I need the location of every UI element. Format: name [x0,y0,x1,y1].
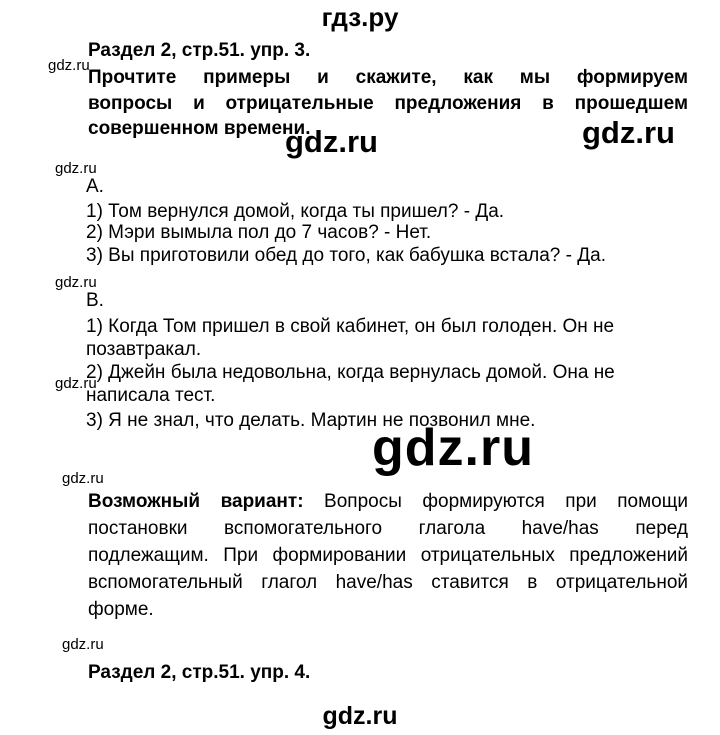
section-b-item-1: 1) Когда Том пришел в свой кабинет, он был голоден. Он не [86,316,615,337]
watermark-small: gdz.ru [48,57,90,74]
task-line-1: Прочтите примеры и скажите, как мы формируем [88,67,688,88]
section-a-item: 2) Мэри вымыла пол до 7 часов? - Нет. [86,222,432,243]
watermark-bottom: gdz.ru [322,702,398,730]
watermark-small: gdz.ru [55,375,97,392]
section-b-item-2: 2) Джейн была недовольна, когда вернулась домой. Она не [86,362,615,383]
section-a-item: 3) Вы приготовили обед до того, как бабушка встала? - Да. [86,245,606,266]
section-b-label: B. [86,290,104,311]
watermark-small: gdz.ru [62,636,104,653]
watermark-small: gdz.ru [55,160,97,177]
task-line-3: совершенном времени. [88,118,311,139]
watermark-medium: gdz.ru [285,124,378,159]
answer-label: Возможный вариант: [88,491,304,512]
section-b-item-1-continuation: позавтракал. [86,339,202,360]
task-line-2: вопросы и отрицательные предложения в прошедшем [88,92,688,114]
section-a-item: 1) Том вернулся домой, когда ты пришел? - Да. [86,201,505,222]
watermark-large: gdz.ru [372,419,534,477]
answer-line-2: постановки вспомогательного глагола have/has перед [88,518,688,539]
answer-line-5: форме. [88,599,154,620]
section-b-item-3: 3) Я не знал, что делать. Мартин не позвонил мне. [86,410,536,431]
site-title: гдз.ру [321,2,399,32]
answer-line-1 [88,488,688,515]
section-a-label: A. [86,176,104,197]
section-b-item-2-continuation: написала тест. [86,385,216,406]
answer-text [88,488,688,623]
exercise-3-heading: Раздел 2, стр.51. упр. 3. [88,40,311,61]
watermark-small: gdz.ru [62,470,104,487]
exercise-4-heading: Раздел 2, стр.51. упр. 4. [88,662,311,683]
answer-line-4: вспомогательный глагол have/has ставится в отрицательной [88,572,688,593]
answer-line-1-text: Вопросы формируются при помощи [303,491,688,512]
answer-line-3: подлежащим. При формировании отрицательных предложений [88,545,688,566]
watermark-small: gdz.ru [55,274,97,291]
watermark-medium: gdz.ru [582,115,675,150]
